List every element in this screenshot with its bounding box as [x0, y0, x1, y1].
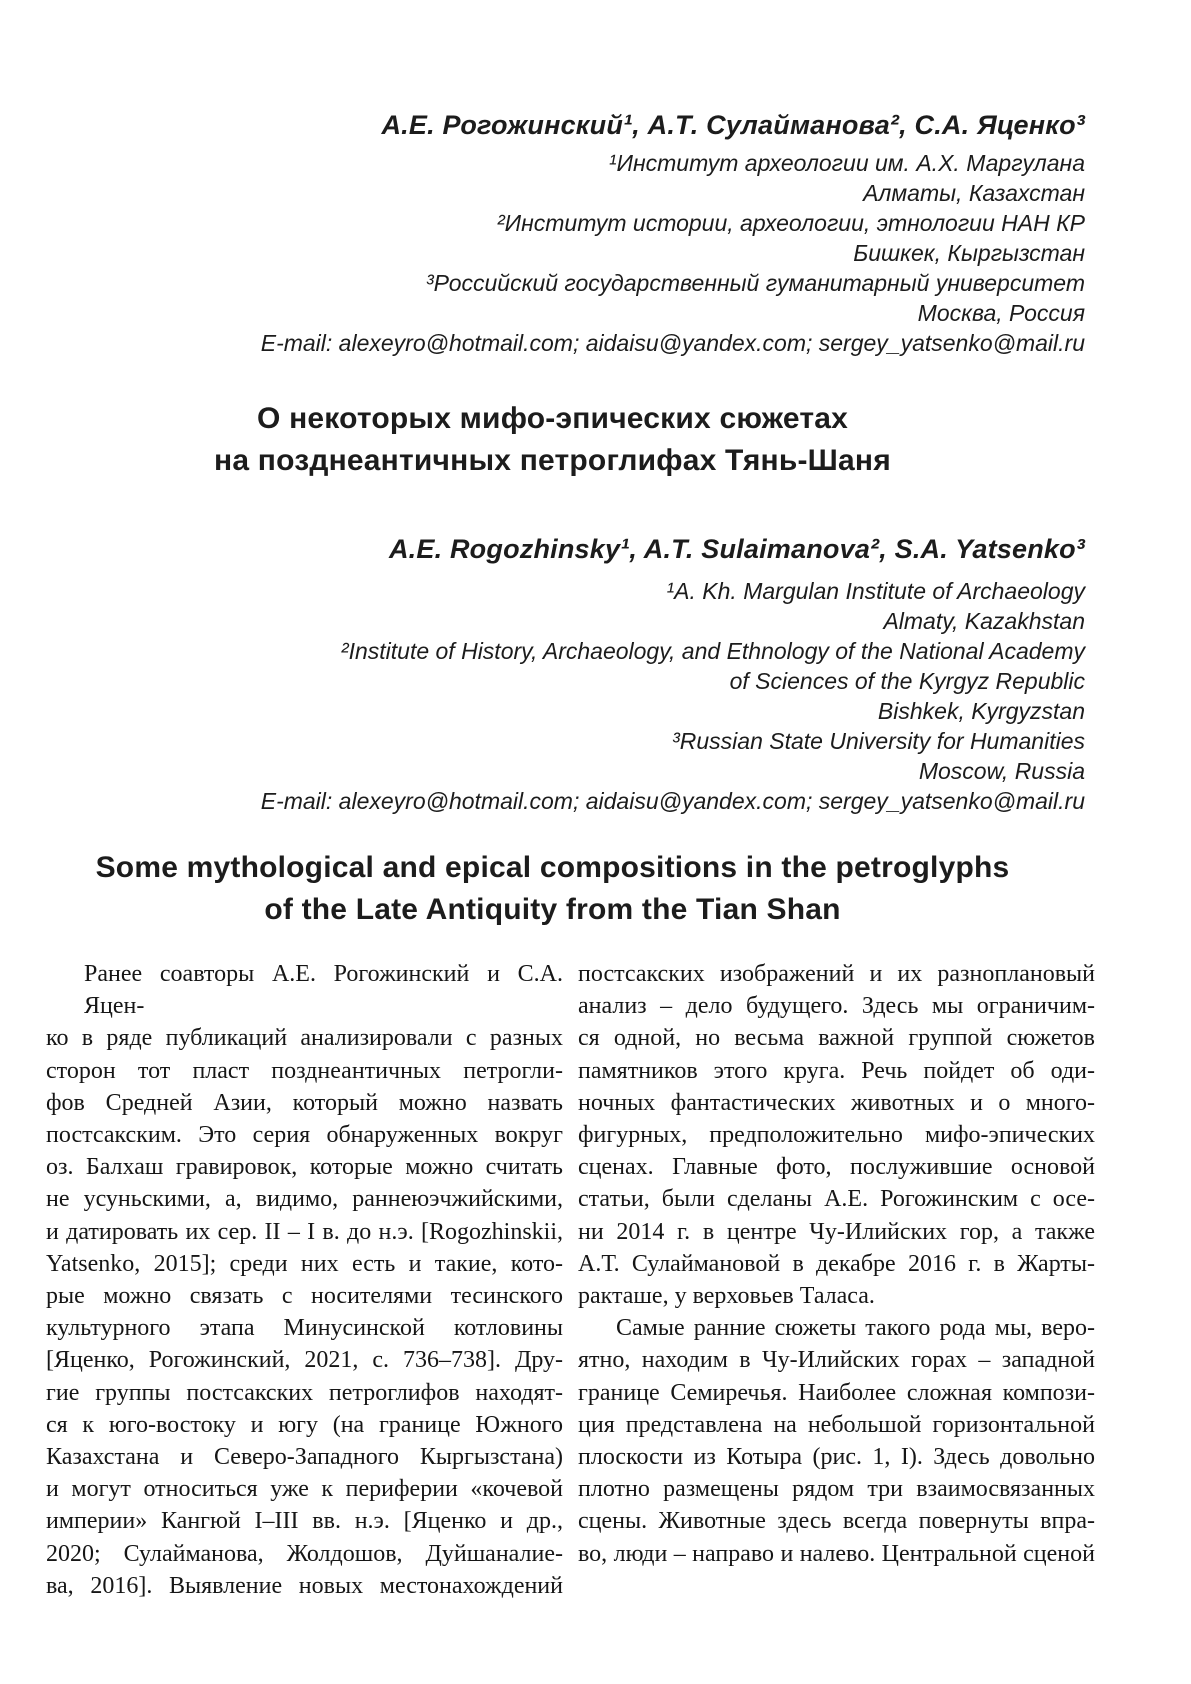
affiliation-line: ²Институт истории, археологии, этнологии НАН КР: [496, 210, 1085, 236]
russian-affiliations-block: [46, 148, 1085, 358]
english-title-line-2: of the Late Antiquity from the Tian Shan: [264, 893, 841, 926]
text-line: памятников этого круга. Речь пойдет об оди-: [578, 1057, 1095, 1084]
english-title: [46, 847, 1095, 931]
russian-affiliation-list: [46, 148, 1085, 328]
english-authors-line: A.E. Rogozhinsky¹, A.T. Sulaimanova², S.A. Yatsenko³: [388, 534, 1085, 564]
text-line: [Яценко, Рогожинский, 2021, с. 736–738]. Дру-: [46, 1347, 563, 1374]
text-line: постсакских изображений и их разноплановый: [578, 961, 1095, 987]
english-email-line: E-mail: alexeyro@hotmail.com; aidaisu@yandex.com; sergey_yatsenko@mail.ru: [260, 788, 1085, 814]
text-line: империи» Кангюй I–III вв. н.э. [Яценко и др.,: [46, 1508, 563, 1535]
affiliation-line: ²Institute of History, Archaeology, and Ethnology of the National Academy: [340, 638, 1085, 664]
affiliation-line: Almaty, Kazakhstan: [883, 608, 1085, 634]
text-line: постсакским. Это серия обнаруженных вокруг: [46, 1122, 563, 1149]
text-line: статьи, были сделаны А.Е. Рогожинским с осе-: [578, 1186, 1095, 1213]
affiliation-line: Bishkek, Kyrgyzstan: [877, 698, 1085, 724]
russian-title-line-2: на позднеантичных петроглифах Тянь-Шаня: [214, 444, 891, 477]
affiliation-line: Москва, Россия: [917, 300, 1085, 326]
text-line: фигурных, предположительно мифо-эпических: [578, 1122, 1095, 1149]
body-column-left: [46, 958, 563, 1602]
affiliation-line: ³Russian State University for Humanities: [672, 728, 1085, 754]
text-line: сценах. Главные фото, послужившие основой: [578, 1154, 1095, 1181]
text-line: плоскости из Котыра (рис. 1, I). Здесь довольно: [578, 1444, 1095, 1471]
russian-email-line: E-mail: alexeyro@hotmail.com; aidaisu@yandex.com; sergey_yatsenko@mail.ru: [260, 330, 1085, 356]
text-line: ятно, находим в Чу-Илийских горах – западной: [578, 1347, 1095, 1374]
text-line: ся к юго-востоку и югу (на границе Южного: [46, 1411, 563, 1438]
affiliation-line: ¹A. Kh. Margulan Institute of Archaeology: [666, 578, 1085, 604]
text-line: ся одной, но весьма важной группой сюжетов: [578, 1025, 1095, 1052]
text-line: и могут относиться уже к периферии «кочевой: [46, 1476, 563, 1503]
text-line: культурного этапа Минусинской котловины: [46, 1315, 563, 1342]
english-affiliation-list: [46, 576, 1085, 786]
text-line: ва, 2016]. Выявление новых местонахождений: [46, 1572, 563, 1599]
english-title-line-1: Some mythological and epical compositions in the petroglyphs: [95, 851, 1010, 884]
affiliation-line: of Sciences of the Kyrgyz Republic: [729, 668, 1085, 694]
affiliation-line: Бишкек, Кыргызстан: [853, 240, 1085, 266]
text-line: во, люди – направо и налево. Центральной сценой: [578, 1540, 1095, 1567]
text-line: границе Семиречья. Наиболее сложная компози-: [578, 1379, 1095, 1406]
text-line: 2020; Сулайманова, Жолдошов, Дуйшаналие-: [46, 1540, 563, 1567]
text-line: анализ – дело будущего. Здесь мы ограничим-: [578, 993, 1095, 1020]
text-line: не усуньскими, а, видимо, раннеюэчжийскими,: [46, 1186, 563, 1213]
text-line: фов Средней Азии, который можно назвать: [46, 1089, 563, 1116]
text-line: А.Т. Сулаймановой в декабре 2016 г. в Жарты-: [578, 1250, 1095, 1277]
text-line: ракташе, у верховьев Таласа.: [578, 1283, 875, 1310]
text-line: Yatsenko, 2015]; среди них есть и такие, кото-: [46, 1250, 563, 1277]
affiliation-line: Алматы, Казахстан: [863, 180, 1085, 206]
affiliation-line: Moscow, Russia: [918, 758, 1085, 784]
text-line: и датировать их сер. II – I в. до н.э. [Rogozhinskii,: [46, 1218, 563, 1245]
text-line: ко в ряде публикаций анализировали с разных: [46, 1025, 563, 1052]
text-line: сторон тот пласт позднеантичных петрогли-: [46, 1057, 563, 1084]
text-line: ночных фантастических животных и о много-: [578, 1089, 1095, 1116]
text-line: Самые ранние сюжеты такого рода мы, веро-: [616, 1315, 1095, 1342]
english-affiliations-block: [46, 576, 1085, 816]
body-column-right: [578, 958, 1095, 1570]
russian-title-line-1: О некоторых мифо-эпических сюжетах: [257, 402, 848, 435]
text-line: сцены. Животные здесь всегда повернуты впра-: [578, 1508, 1095, 1535]
text-line: гие группы постсакских петроглифов находят-: [46, 1379, 563, 1406]
text-line: рые можно связать с носителями тесинского: [46, 1283, 563, 1310]
text-line: Ранее соавторы А.Е. Рогожинский и С.А. Яцен-: [84, 961, 563, 1020]
text-line: плотно размещены рядом три взаимосвязанных: [578, 1476, 1095, 1503]
text-line: ция представлена на небольшой горизонтальной: [578, 1411, 1095, 1438]
affiliation-line: ¹Институт археологии им. А.Х. Маргулана: [608, 150, 1085, 176]
russian-title: [46, 398, 1095, 482]
text-line: Казахстана и Северо-Западного Кыргызстана): [46, 1444, 563, 1471]
russian-authors-line: А.Е. Рогожинский¹, А.Т. Сулайманова², С.А. Яценко³: [381, 110, 1085, 140]
affiliation-line: ³Российский государственный гуманитарный университет: [425, 270, 1085, 296]
text-line: ни 2014 г. в центре Чу-Илийских гор, а также: [578, 1218, 1095, 1245]
text-line: оз. Балхаш гравировок, которые можно считать: [46, 1154, 563, 1181]
